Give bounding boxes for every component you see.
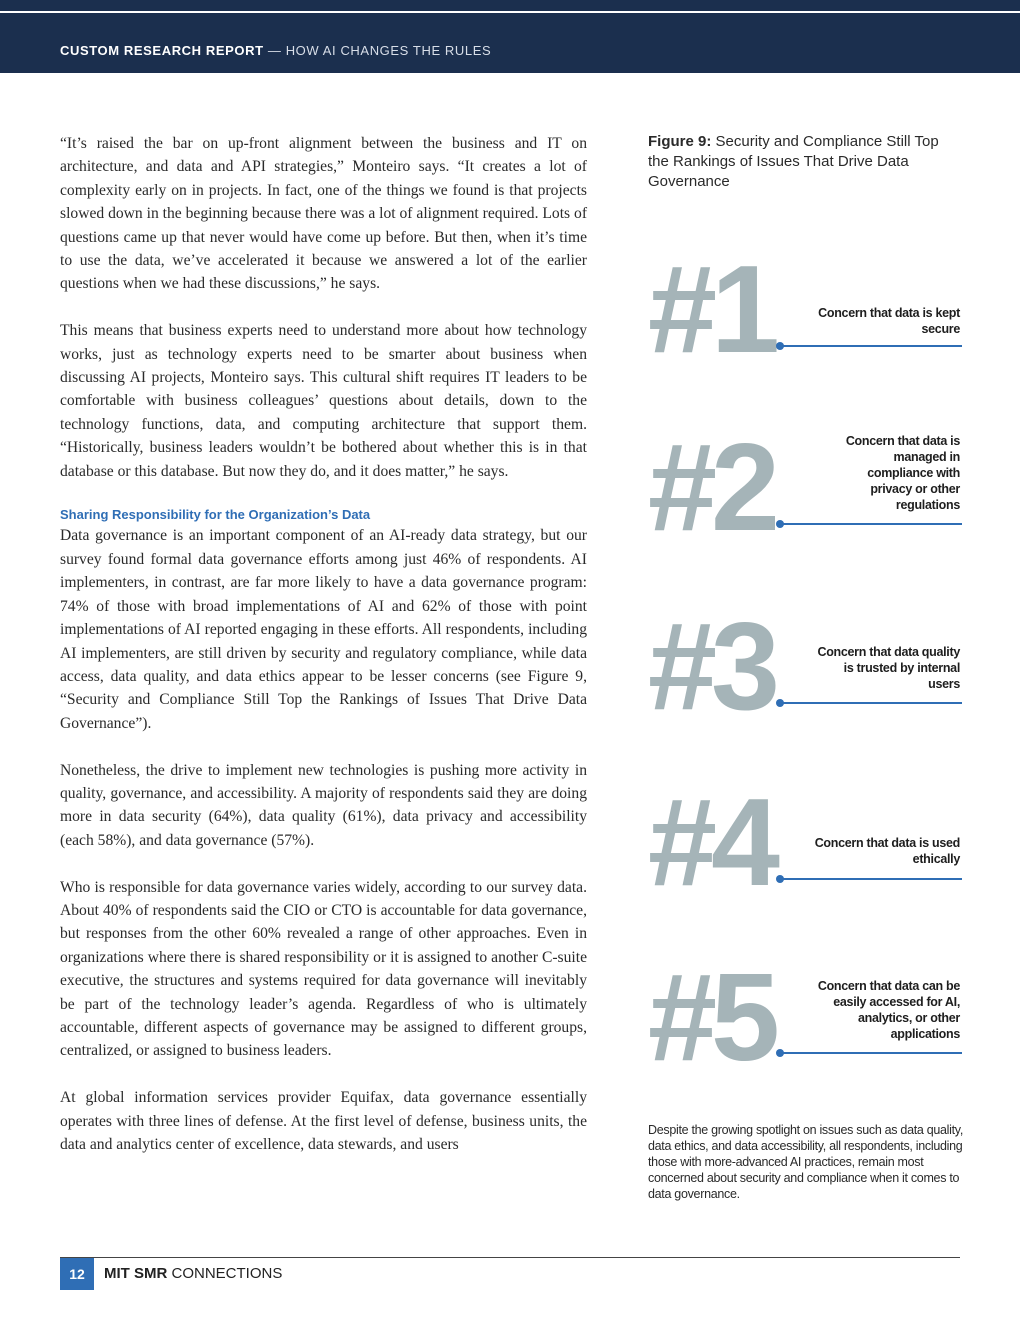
figure-label: Figure 9: — [648, 133, 712, 150]
rank-dot — [776, 342, 784, 350]
paragraph-3: Data governance is an important component of an AI-ready data strategy, but our survey found formal data governance efforts among just 46% of respondents. AI implementers, in contrast, are far more likely to have a data governance program: 74% of those with broad implementations of AI and 62% of those with point implementations of AI reported engaging in these efforts. All respondents, including AI implementers, are still driven by security and regulatory compliance, while data access, data quality, and data ethics appear to be lesser concerns (see Figure 9, “Security and Compliance Still Top the Rankings of Issues That Drive Data Governance”). — [60, 527, 587, 732]
header-title-bold: CUSTOM RESEARCH REPORT — [60, 43, 264, 58]
rank-item-4 — [648, 774, 962, 912]
header-title-sep: — — [263, 43, 286, 58]
rank-dot — [776, 1049, 784, 1057]
report-header — [0, 0, 1020, 73]
rank-item-3 — [648, 598, 962, 736]
rank-label: Concern that data is managed in compliance with privacy or other regulations — [845, 434, 960, 512]
rank-label: Concern that data can be easily accessed for AI, analytics, or other applications — [817, 979, 960, 1041]
paragraph-4: Nonetheless, the drive to implement new technologies is pushing more activity in quality, governance, and accessibility. A majority of respondents said they are doing more in data security (64%), data quality (61%), data privacy and accessibility (each 58%), and data governance (57%). — [60, 761, 587, 849]
rank-item-5 — [648, 949, 962, 1087]
rank-line — [780, 878, 962, 880]
rank-line — [780, 702, 962, 704]
footer-brand-light: CONNECTIONS — [167, 1265, 283, 1282]
rank-number: #3 — [648, 598, 774, 736]
figure-caption — [648, 132, 948, 192]
rank-item-1 — [648, 241, 962, 379]
rank-line — [780, 1052, 962, 1054]
rank-number: #4 — [648, 774, 774, 912]
header-rule — [0, 11, 1020, 13]
figure-note: Despite the growing spotlight on issues such as data quality, data ethics, and data accessibility, all respondents, including those with more-advanced AI practices, remain most concerned about security and compliance when it comes to data governance. — [648, 1123, 963, 1201]
rank-number: #5 — [648, 949, 774, 1087]
rank-dot — [776, 699, 784, 707]
rank-line — [780, 523, 962, 525]
rank-label: Concern that data is used ethically — [814, 836, 960, 866]
page-number: 12 — [60, 1258, 94, 1290]
rank-number: #1 — [648, 241, 774, 379]
paragraph-5: Who is responsible for data governance varies widely, according to our survey data. About 40% of respondents said the CIO or CTO is accountable for data governance, but responses from the other 60% revealed a range of other approaches. Even in organizations where there is shared responsibility or it is assigned to another C-suite executive, the structures and systems required for data governance will inevitably be part of the technology leader’s agenda. Regardless of who is ultimately accountable, different aspects of governance may be assigned to different groups, centralized, or assigned to business leaders. — [60, 878, 587, 1060]
header-title — [60, 43, 491, 58]
footer-rule — [60, 1257, 960, 1258]
rank-label: Concern that data quality is trusted by internal users — [817, 645, 960, 691]
figure-title: Security and Compliance Still Top the Rankings of Issues That Drive Data Governance — [648, 133, 939, 190]
header-title-light: HOW AI CHANGES THE RULES — [285, 43, 492, 58]
article-body — [60, 132, 587, 1180]
paragraph-2: This means that business experts need to understand more about how technology works, just as technology experts need to be smarter about business when discussing AI projects, Monteiro says. This cultural shift requires IT leaders to be comfortable with business colleagues’ questions about details, down to the technology functions, data, and computing architecture that support them. “Historically, business leaders wouldn’t be bothered about whether this is in that database or this database. But now they do, and it does matter,” he says. — [60, 322, 587, 480]
rank-dot — [776, 875, 784, 883]
rank-number: #2 — [648, 419, 774, 557]
rank-label: Concern that data is kept secure — [818, 306, 960, 336]
rank-item-2 — [648, 419, 962, 557]
footer-brand-bold: MIT SMR — [104, 1265, 168, 1282]
footer-brand — [104, 1265, 282, 1282]
rank-line — [780, 345, 962, 347]
section-subhead: Sharing Responsibility for the Organization’s Data — [60, 507, 371, 523]
paragraph-1: “It’s raised the bar on up-front alignment between the business and IT on architecture, and data and API strategies,” Monteiro says. “It creates a lot of complexity early on in projects. In fact, one of the things we found is that projects slowed down in the beginning because there was a lot of alignment required. Lots of questions came up that never would have come up before. But then, when it’s time to use the data, we’ve accelerated it because we answered a lot of the earlier questions when we had these discussions,” he says. — [60, 135, 588, 293]
rank-dot — [776, 520, 784, 528]
paragraph-6: At global information services provider Equifax, data governance essentially operates with three lines of defense. At the first level of defense, business units, the data and analytics center of excellence, data stewards, and users — [60, 1089, 587, 1153]
